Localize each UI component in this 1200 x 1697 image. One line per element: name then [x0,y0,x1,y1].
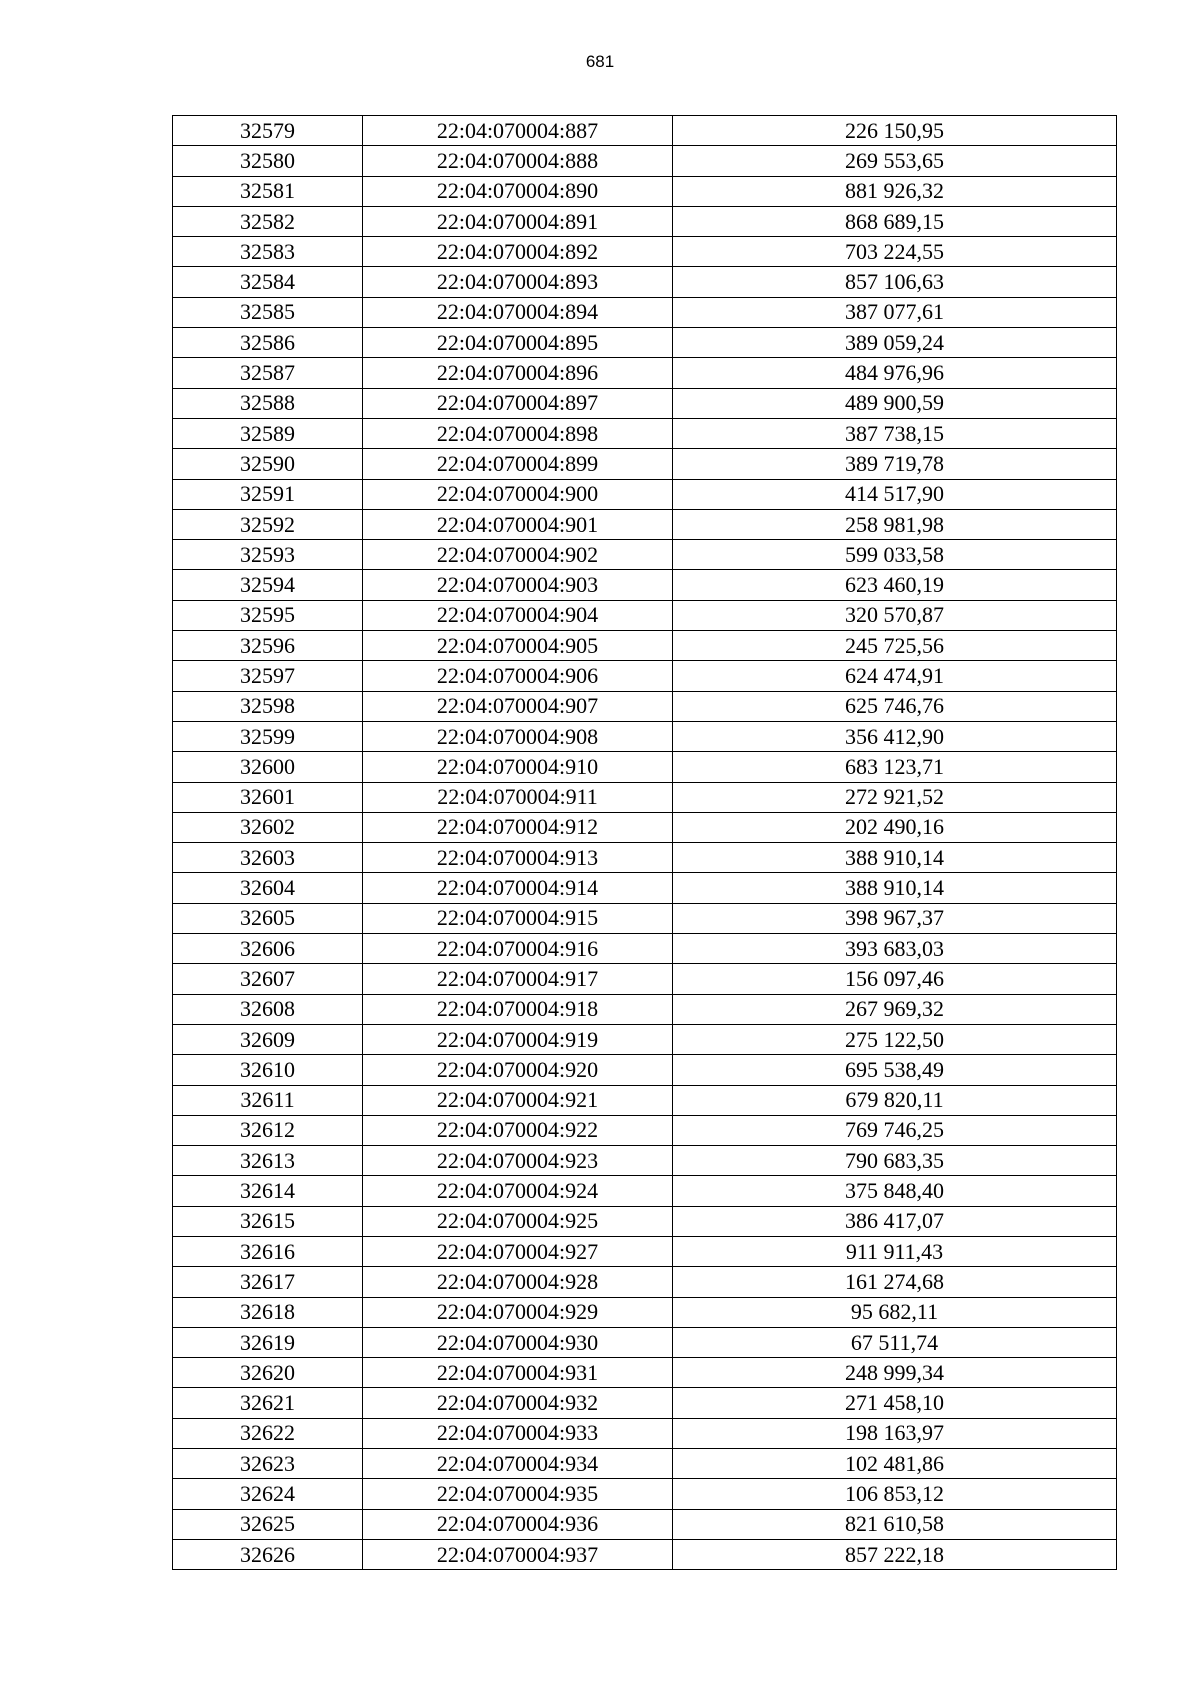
cadastral-number-cell: 22:04:070004:892 [363,237,673,267]
value-cell: 857 106,63 [673,267,1117,297]
cadastral-number-cell: 22:04:070004:927 [363,1236,673,1266]
value-cell: 106 853,12 [673,1479,1117,1509]
cadastral-number-cell: 22:04:070004:924 [363,1176,673,1206]
row-number-cell: 32606 [173,934,363,964]
cadastral-number-cell: 22:04:070004:910 [363,752,673,782]
table-row [173,1509,1117,1539]
cadastral-number-cell: 22:04:070004:888 [363,146,673,176]
row-number-cell: 32615 [173,1206,363,1236]
cadastral-number-cell: 22:04:070004:933 [363,1418,673,1448]
table-row [173,782,1117,812]
cadastral-number-cell: 22:04:070004:925 [363,1206,673,1236]
row-number-cell: 32612 [173,1115,363,1145]
value-cell: 226 150,95 [673,116,1117,146]
cadastral-number-cell: 22:04:070004:920 [363,1055,673,1085]
row-number-cell: 32584 [173,267,363,297]
row-number-cell: 32614 [173,1176,363,1206]
table-row [173,1297,1117,1327]
value-cell: 375 848,40 [673,1176,1117,1206]
cadastral-number-cell: 22:04:070004:937 [363,1539,673,1569]
cadastral-number-cell: 22:04:070004:929 [363,1297,673,1327]
value-cell: 272 921,52 [673,782,1117,812]
table-row [173,1358,1117,1388]
cadastral-number-cell: 22:04:070004:935 [363,1479,673,1509]
row-number-cell: 32624 [173,1479,363,1509]
value-cell: 267 969,32 [673,994,1117,1024]
cadastral-number-cell: 22:04:070004:901 [363,509,673,539]
table-row [173,721,1117,751]
table-row [173,691,1117,721]
table-row [173,1327,1117,1357]
cadastral-number-cell: 22:04:070004:930 [363,1327,673,1357]
registry-table [172,115,1117,1570]
value-cell: 102 481,86 [673,1449,1117,1479]
cadastral-number-cell: 22:04:070004:903 [363,570,673,600]
table-row [173,843,1117,873]
table-row [173,1085,1117,1115]
page-number: 681 [585,52,615,71]
value-cell: 389 059,24 [673,328,1117,358]
row-number-cell: 32607 [173,964,363,994]
row-number-cell: 32611 [173,1085,363,1115]
table-row [173,1206,1117,1236]
registry-table-body [173,116,1117,1570]
cadastral-number-cell: 22:04:070004:900 [363,479,673,509]
cadastral-number-cell: 22:04:070004:906 [363,661,673,691]
table-row [173,176,1117,206]
value-cell: 489 900,59 [673,388,1117,418]
table-row [173,934,1117,964]
table-row [173,1539,1117,1569]
table-row [173,631,1117,661]
table-row [173,1388,1117,1418]
row-number-cell: 32595 [173,600,363,630]
table-row [173,237,1117,267]
row-number-cell: 32610 [173,1055,363,1085]
cadastral-number-cell: 22:04:070004:905 [363,631,673,661]
value-cell: 695 538,49 [673,1055,1117,1085]
table-row [173,570,1117,600]
row-number-cell: 32583 [173,237,363,267]
table-row [173,267,1117,297]
value-cell: 245 725,56 [673,631,1117,661]
table-row [173,903,1117,933]
cadastral-number-cell: 22:04:070004:919 [363,1024,673,1054]
cadastral-number-cell: 22:04:070004:932 [363,1388,673,1418]
row-number-cell: 32586 [173,328,363,358]
value-cell: 388 910,14 [673,843,1117,873]
value-cell: 821 610,58 [673,1509,1117,1539]
row-number-cell: 32625 [173,1509,363,1539]
row-number-cell: 32579 [173,116,363,146]
row-number-cell: 32596 [173,631,363,661]
value-cell: 388 910,14 [673,873,1117,903]
row-number-cell: 32601 [173,782,363,812]
cadastral-number-cell: 22:04:070004:904 [363,600,673,630]
value-cell: 356 412,90 [673,721,1117,751]
cadastral-number-cell: 22:04:070004:928 [363,1267,673,1297]
table-row [173,873,1117,903]
value-cell: 625 746,76 [673,691,1117,721]
value-cell: 623 460,19 [673,570,1117,600]
value-cell: 868 689,15 [673,206,1117,236]
value-cell: 95 682,11 [673,1297,1117,1327]
cadastral-number-cell: 22:04:070004:914 [363,873,673,903]
row-number-cell: 32600 [173,752,363,782]
table-row [173,1146,1117,1176]
cadastral-number-cell: 22:04:070004:894 [363,297,673,327]
cadastral-number-cell: 22:04:070004:923 [363,1146,673,1176]
cadastral-number-cell: 22:04:070004:918 [363,994,673,1024]
row-number-cell: 32589 [173,418,363,448]
table-row [173,1418,1117,1448]
table-row [173,1024,1117,1054]
table-row [173,1236,1117,1266]
value-cell: 599 033,58 [673,540,1117,570]
row-number-cell: 32608 [173,994,363,1024]
row-number-cell: 32623 [173,1449,363,1479]
cadastral-number-cell: 22:04:070004:931 [363,1358,673,1388]
value-cell: 881 926,32 [673,176,1117,206]
cadastral-number-cell: 22:04:070004:893 [363,267,673,297]
table-row [173,1055,1117,1085]
row-number-cell: 32604 [173,873,363,903]
table-row [173,479,1117,509]
cadastral-number-cell: 22:04:070004:912 [363,812,673,842]
row-number-cell: 32603 [173,843,363,873]
cadastral-number-cell: 22:04:070004:917 [363,964,673,994]
row-number-cell: 32581 [173,176,363,206]
value-cell: 414 517,90 [673,479,1117,509]
value-cell: 389 719,78 [673,449,1117,479]
row-number-cell: 32592 [173,509,363,539]
cadastral-number-cell: 22:04:070004:895 [363,328,673,358]
value-cell: 198 163,97 [673,1418,1117,1448]
table-row [173,540,1117,570]
row-number-cell: 32591 [173,479,363,509]
row-number-cell: 32620 [173,1358,363,1388]
cadastral-number-cell: 22:04:070004:913 [363,843,673,873]
cadastral-number-cell: 22:04:070004:921 [363,1085,673,1115]
cadastral-number-cell: 22:04:070004:899 [363,449,673,479]
cadastral-number-cell: 22:04:070004:936 [363,1509,673,1539]
table-row [173,812,1117,842]
row-number-cell: 32613 [173,1146,363,1176]
row-number-cell: 32602 [173,812,363,842]
value-cell: 624 474,91 [673,661,1117,691]
value-cell: 161 274,68 [673,1267,1117,1297]
value-cell: 683 123,71 [673,752,1117,782]
row-number-cell: 32590 [173,449,363,479]
value-cell: 393 683,03 [673,934,1117,964]
value-cell: 269 553,65 [673,146,1117,176]
table-row [173,1267,1117,1297]
row-number-cell: 32594 [173,570,363,600]
cadastral-number-cell: 22:04:070004:891 [363,206,673,236]
value-cell: 857 222,18 [673,1539,1117,1569]
table-row [173,146,1117,176]
value-cell: 275 122,50 [673,1024,1117,1054]
row-number-cell: 32617 [173,1267,363,1297]
table-row [173,328,1117,358]
row-number-cell: 32582 [173,206,363,236]
table-row [173,418,1117,448]
table-row [173,752,1117,782]
table-row [173,206,1117,236]
row-number-cell: 32622 [173,1418,363,1448]
value-cell: 790 683,35 [673,1146,1117,1176]
table-row [173,358,1117,388]
table-row [173,509,1117,539]
row-number-cell: 32588 [173,388,363,418]
cadastral-number-cell: 22:04:070004:922 [363,1115,673,1145]
row-number-cell: 32609 [173,1024,363,1054]
value-cell: 484 976,96 [673,358,1117,388]
row-number-cell: 32616 [173,1236,363,1266]
row-number-cell: 32605 [173,903,363,933]
cadastral-number-cell: 22:04:070004:902 [363,540,673,570]
table-row [173,1115,1117,1145]
value-cell: 202 490,16 [673,812,1117,842]
cadastral-number-cell: 22:04:070004:897 [363,388,673,418]
table-row [173,449,1117,479]
cadastral-number-cell: 22:04:070004:890 [363,176,673,206]
row-number-cell: 32587 [173,358,363,388]
cadastral-number-cell: 22:04:070004:898 [363,418,673,448]
value-cell: 248 999,34 [673,1358,1117,1388]
value-cell: 703 224,55 [673,237,1117,267]
cadastral-number-cell: 22:04:070004:887 [363,116,673,146]
value-cell: 67 511,74 [673,1327,1117,1357]
value-cell: 320 570,87 [673,600,1117,630]
row-number-cell: 32621 [173,1388,363,1418]
cadastral-number-cell: 22:04:070004:934 [363,1449,673,1479]
table-row [173,297,1117,327]
table-row [173,994,1117,1024]
value-cell: 679 820,11 [673,1085,1117,1115]
value-cell: 387 077,61 [673,297,1117,327]
table-row [173,600,1117,630]
row-number-cell: 32618 [173,1297,363,1327]
row-number-cell: 32598 [173,691,363,721]
row-number-cell: 32585 [173,297,363,327]
value-cell: 271 458,10 [673,1388,1117,1418]
cadastral-number-cell: 22:04:070004:916 [363,934,673,964]
table-row [173,388,1117,418]
value-cell: 386 417,07 [673,1206,1117,1236]
cadastral-number-cell: 22:04:070004:896 [363,358,673,388]
cadastral-number-cell: 22:04:070004:908 [363,721,673,751]
row-number-cell: 32593 [173,540,363,570]
row-number-cell: 32626 [173,1539,363,1569]
cadastral-number-cell: 22:04:070004:911 [363,782,673,812]
value-cell: 769 746,25 [673,1115,1117,1145]
value-cell: 911 911,43 [673,1236,1117,1266]
value-cell: 258 981,98 [673,509,1117,539]
cadastral-number-cell: 22:04:070004:915 [363,903,673,933]
row-number-cell: 32597 [173,661,363,691]
cadastral-number-cell: 22:04:070004:907 [363,691,673,721]
row-number-cell: 32619 [173,1327,363,1357]
table-row [173,964,1117,994]
table-row [173,1449,1117,1479]
value-cell: 156 097,46 [673,964,1117,994]
table-row [173,661,1117,691]
table-row [173,1176,1117,1206]
value-cell: 398 967,37 [673,903,1117,933]
table-row [173,116,1117,146]
value-cell: 387 738,15 [673,418,1117,448]
table-row [173,1479,1117,1509]
row-number-cell: 32599 [173,721,363,751]
row-number-cell: 32580 [173,146,363,176]
